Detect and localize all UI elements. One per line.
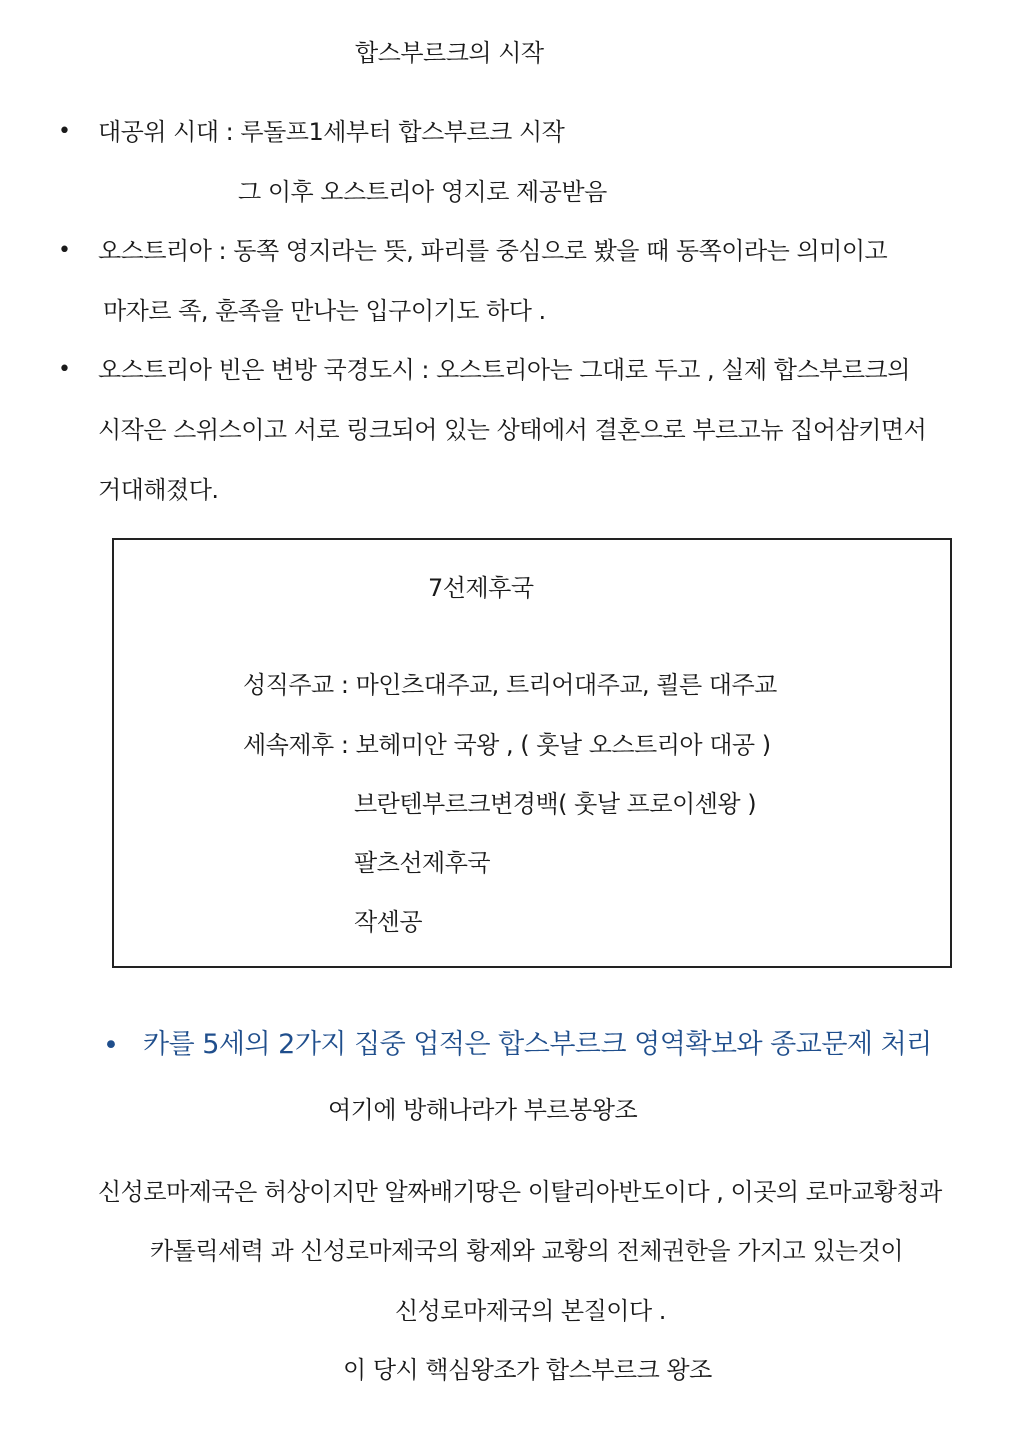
- bullet-3-line-2: 시작은 스위스이고 서로 링크되어 있는 상태에서 결혼으로 부르고뉴 집어삼키면서: [98, 416, 927, 444]
- paragraph-line-4: 신성로마제국의 본질이다 .: [395, 1297, 666, 1325]
- bullet-3-line-3: 거대해졌다.: [98, 476, 219, 504]
- electors-row-clerical: 성직주교 : 마인츠대주교, 트리어대주교, 쾰른 대주교: [243, 671, 777, 699]
- page-title: 합스부르크의 시작: [355, 39, 544, 67]
- bullet-1-line-1: 대공위 시대 : 루돌프1세부터 합스부르크 시작: [98, 118, 565, 146]
- bullet-1-line-2: 그 이후 오스트리아 영지로 제공받음: [238, 178, 607, 206]
- electors-row-saxony: 작센공: [354, 908, 423, 936]
- electors-row-palatinate: 팔츠선제후국: [354, 849, 491, 877]
- paragraph-line-1: 여기에 방해나라가 부르봉왕조: [328, 1096, 638, 1124]
- bullet-icon: •: [58, 238, 71, 263]
- paragraph-line-3: 카톨릭세력 과 신성로마제국의 황제와 교황의 전체권한을 가지고 있는것이: [150, 1237, 904, 1265]
- bullet-3-line-1: 오스트리아 빈은 변방 국경도시 : 오스트리아는 그대로 두고 , 실제 합스부르크의: [98, 356, 910, 384]
- highlight-line: 카를 5세의 2가지 집중 업적은 합스부르크 영역확보와 종교문제 처리: [143, 1029, 932, 1060]
- electors-row-brandenburg: 브란텐부르크변경백( 훗날 프로이센왕 ): [354, 790, 757, 818]
- bullet-2-line-2: 마자르 족, 훈족을 만나는 입구이기도 하다 .: [103, 297, 546, 325]
- bullet-2-line-1: 오스트리아 : 동쪽 영지라는 뜻, 파리를 중심으로 봤을 때 동쪽이라는 의미이고: [98, 237, 888, 265]
- paragraph-line-5: 이 당시 핵심왕조가 합스부르크 왕조: [343, 1356, 712, 1384]
- bullet-icon: •: [58, 119, 71, 144]
- bullet-icon: •: [103, 1030, 119, 1061]
- paragraph-line-2: 신성로마제국은 허상이지만 알짜배기땅은 이탈리아반도이다 , 이곳의 로마교황청과: [98, 1178, 942, 1206]
- bullet-icon: •: [58, 357, 71, 382]
- electors-row-secular: 세속제후 : 보헤미안 국왕 , ( 훗날 오스트리아 대공 ): [243, 731, 771, 759]
- electors-heading: 7선제후국: [428, 574, 534, 602]
